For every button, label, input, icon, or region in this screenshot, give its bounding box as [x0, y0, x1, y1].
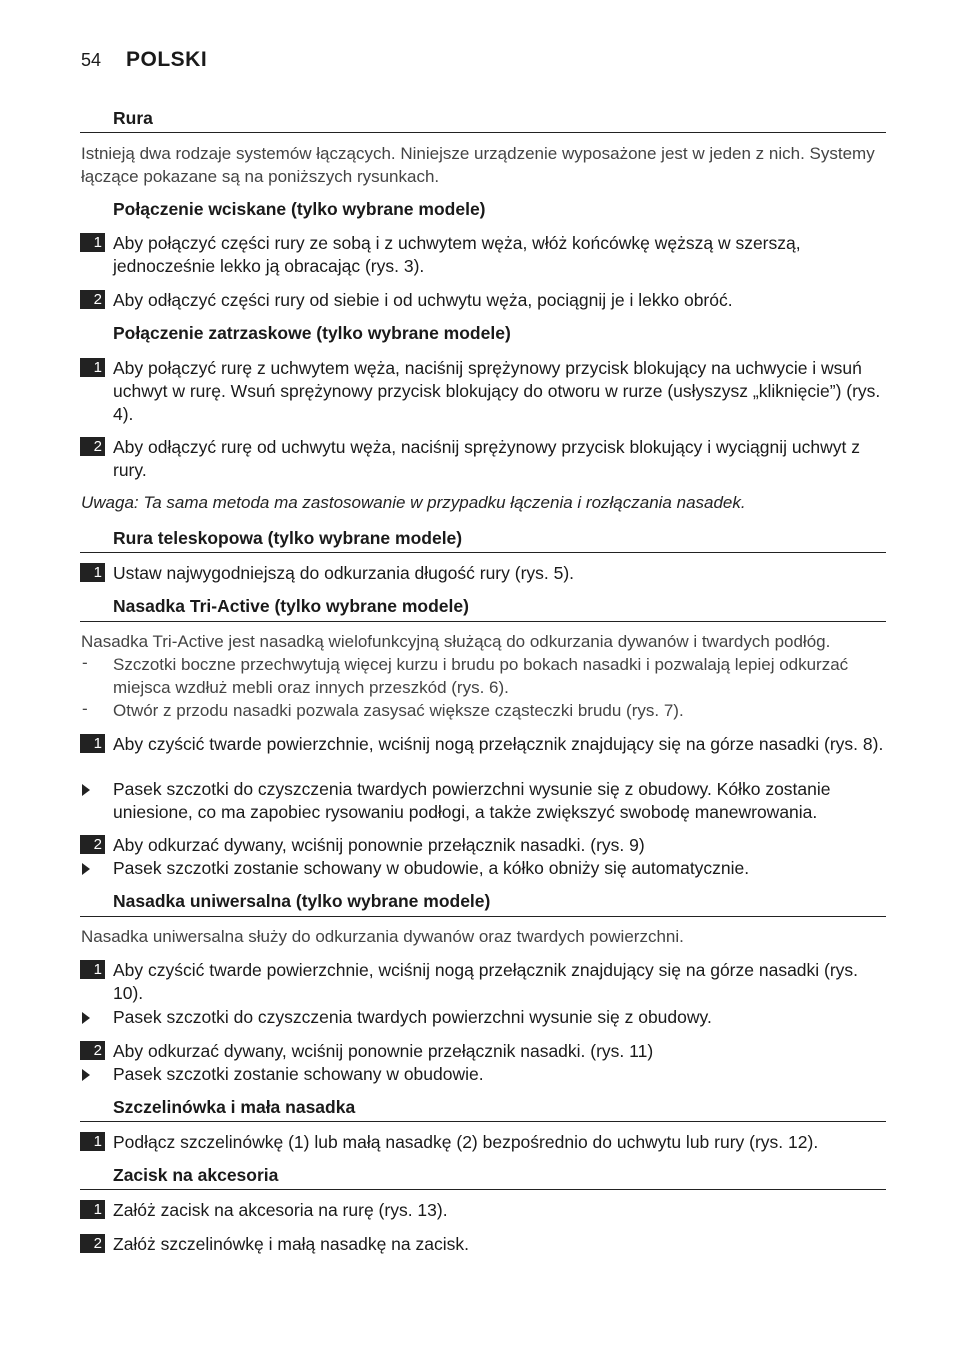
section-rule	[80, 916, 886, 917]
result-text: Pasek szczotki zostanie schowany w obudowie, a kółko obniży się automatycznie.	[113, 858, 750, 878]
step-text: Aby czyścić twarde powierzchnie, wciśnij nogą przełącznik znajdujący się na górze nasadki (rys. 10).	[113, 960, 859, 1003]
dash-marker: -	[82, 653, 88, 672]
section-paragraph: Nasadka uniwersalna służy do odkurzania dywanów oraz twardych powierzchni.	[81, 927, 684, 946]
section-title: Szczelinówka i mała nasadka	[113, 1097, 356, 1117]
dash-marker: -	[82, 699, 88, 718]
result-text: Pasek szczotki do czyszczenia twardych powierzchni wysunie się z obudowy. Kółko zostanie uniesione, co ma zapobiec rysowaniu podłogi, a także zwiększyć swobodę manewrowania.	[113, 779, 831, 822]
dash-text: Otwór z przodu nasadki pozwala zasysać większe cząsteczki brudu (rys. 7).	[113, 701, 684, 720]
subsection-title: Połączenie zatrzaskowe (tylko wybrane modele)	[113, 323, 511, 343]
result-arrow-icon	[82, 863, 90, 875]
step-text: Aby odłączyć rurę od uchwytu węża, naciśnij sprężynowy przycisk blokujący i wyciągnij uchwyt z rury.	[113, 437, 860, 480]
result-arrow-icon	[82, 784, 90, 796]
result-text: Pasek szczotki do czyszczenia twardych powierzchni wysunie się z obudowy.	[113, 1007, 712, 1027]
section-rule	[80, 621, 886, 622]
section-title: Zacisk na akcesoria	[113, 1165, 279, 1185]
step-number: 1	[80, 1200, 105, 1219]
step-text: Załóż zacisk na akcesoria na rurę (rys. 13).	[113, 1200, 448, 1220]
step-text: Ustaw najwygodniejszą do odkurzania długość rury (rys. 5).	[113, 563, 575, 583]
step-number: 2	[80, 437, 105, 456]
step-number: 1	[80, 233, 105, 252]
section-rule	[80, 1189, 886, 1190]
section-title: Nasadka Tri-Active (tylko wybrane modele)	[113, 596, 469, 616]
section-paragraph: Nasadka Tri-Active jest nasadką wielofunkcyjną służącą do odkurzania dywanów i twardych podłóg.	[81, 632, 831, 651]
step-text: Aby połączyć rurę z uchwytem węża, naciśnij sprężynowy przycisk blokujący na uchwycie i wsuń uchwyt w rurę. Wsuń sprężynowy przycisk blokujący do otworu w rurze (usłyszysz „kliknięcie”) (rys. 4).	[113, 358, 881, 424]
section-title: Rura teleskopowa (tylko wybrane modele)	[113, 528, 463, 548]
step-number: 1	[80, 734, 105, 753]
step-text: Aby połączyć części rury ze sobą i z uchwytem węża, włóż końcówkę węższą w szerszą, jednocześnie lekko ją obracając (rys. 3).	[113, 233, 801, 276]
subsection-title: Połączenie wciskane (tylko wybrane modele)	[113, 199, 486, 219]
step-number: 1	[80, 1132, 105, 1151]
step-number: 1	[80, 563, 105, 582]
result-arrow-icon	[82, 1012, 90, 1024]
page-number: 54	[81, 50, 102, 70]
step-number: 2	[80, 835, 105, 854]
step-number: 2	[80, 290, 105, 309]
result-text: Pasek szczotki zostanie schowany w obudowie.	[113, 1064, 484, 1084]
section-paragraph: Istnieją dwa rodzaje systemów łączących. Niniejsze urządzenie wyposażone jest w jeden z nich. Systemy łączące pokazane są na poniższych rysunkach.	[81, 144, 875, 186]
dash-text: Szczotki boczne przechwytują więcej kurzu i brudu po bokach nasadki i pozwalają lepiej odkurzać miejsca wzdłuż mebli oraz innych przeszkód (rys. 6).	[113, 655, 849, 697]
step-text: Aby odkurzać dywany, wciśnij ponownie przełącznik nasadki. (rys. 9)	[113, 835, 645, 855]
section-title-rura: Rura	[113, 108, 153, 128]
result-arrow-icon	[82, 1069, 90, 1081]
section-rule	[80, 552, 886, 553]
step-number: 2	[80, 1234, 105, 1253]
step-text: Podłącz szczelinówkę (1) lub małą nasadkę (2) bezpośrednio do uchwytu lub rury (rys. 12).	[113, 1132, 819, 1152]
step-text: Aby odłączyć części rury od siebie i od uchwytu węża, pociągnij je i lekko obróć.	[113, 290, 733, 310]
step-text: Aby odkurzać dywany, wciśnij ponownie przełącznik nasadki. (rys. 11)	[113, 1041, 654, 1061]
step-number: 1	[80, 960, 105, 979]
section-rule	[80, 1121, 886, 1122]
step-number: 1	[80, 358, 105, 377]
step-number: 2	[80, 1041, 105, 1060]
section-rule	[80, 132, 886, 133]
section-title: Nasadka uniwersalna (tylko wybrane modele)	[113, 891, 491, 911]
note-text: Uwaga: Ta sama metoda ma zastosowanie w przypadku łączenia i rozłączania nasadek.	[81, 493, 746, 512]
step-text: Aby czyścić twarde powierzchnie, wciśnij nogą przełącznik znajdujący się na górze nasadki (rys. 8).	[113, 734, 884, 754]
step-text: Załóż szczelinówkę i małą nasadkę na zacisk.	[113, 1234, 469, 1254]
language-heading: POLSKI	[126, 48, 208, 71]
